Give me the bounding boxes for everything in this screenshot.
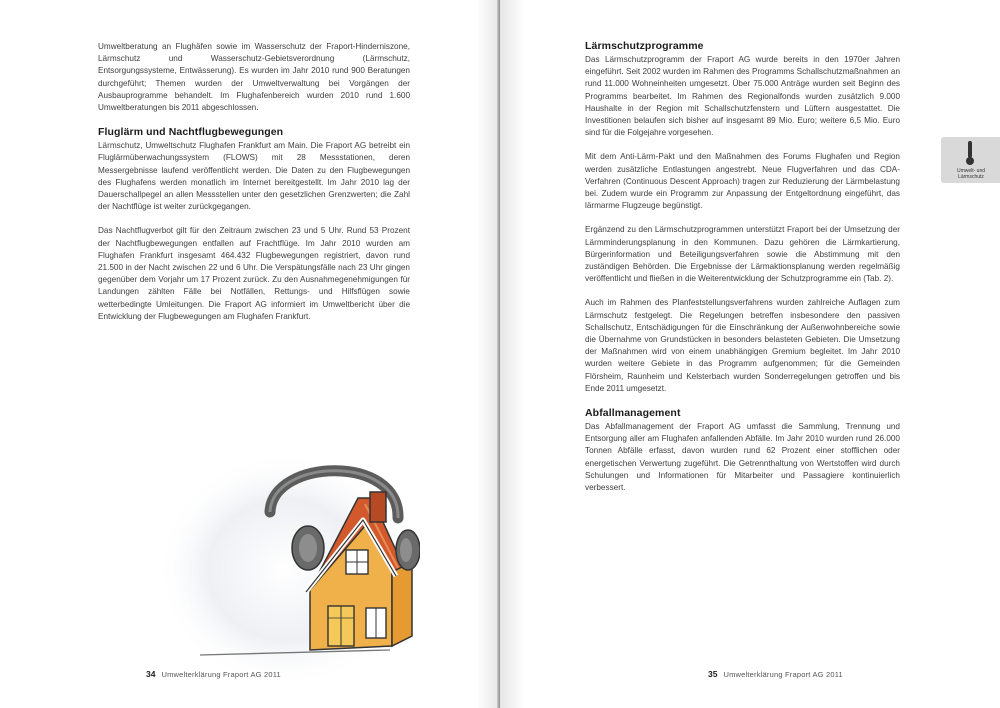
right-page-footer (708, 669, 843, 679)
laermschutz-paragraph-4: Auch im Rahmen des Planfeststellungsverfahrens wurden zahlreiche Auflagen zum Lärmschutz festgelegt. Die Regelungen betreffen insbesondere den passiven Schallschutz, Entschädigungen für die Einschränkung der Außenwohnbereiche sowie die Übernahme von Grundstücken in besonders belasteten Gebieten. Die Umsetzung der Maßnahmen wird von einem unabhängigen Gremium begleitet. Im Jahr 2010 wurden weitere Gebiete in das Programm aufgenommen; für die Gemeinden Flörsheim, Raunheim und Kelsterbach wurden Sonderregelungen getroffen und bis Ende 2011 umgesetzt. (585, 298, 900, 393)
house-with-headphones-icon (160, 440, 420, 690)
left-footer-title: Umwelterklärung Fraport AG 2011 (161, 669, 281, 679)
laermschutz-paragraph-2: Mit dem Anti-Lärm-Pakt und den Maßnahmen des Forums Flughafen und Region werden zusätzliche Entlastungen angestrebt. Neue Flugverfahren und das CDA-Verfahren (Continuous Descent Approach) tragen zur Reduzierung der Lärmbelastung bei. Zudem wurde ein Programm zur Anpassung der Entgeltordnung eingeführt, das lärmarme Flugzeuge begünstigt. (585, 152, 900, 211)
right-page (500, 0, 1000, 708)
thermometer-icon (964, 140, 976, 166)
laermschutz-paragraph-1: Das Lärmschutzprogramm der Fraport AG wurde bereits in den 1970er Jahren eingeführt. Seit 2002 wurden im Rahmen des Programms Schallschutzmaßnahmen an rund 11.000 Wohneinheiten umgesetzt. Über 75.000 Anträge wurden seit Beginn des Programms bearbeitet. Im Rahmen des Regionalfonds wurden zusätzlich 9.000 Haushalte in der Region mit Schallschutzfenstern und Lüftern ausgestattet. Die Investitionen belaufen sich bisher auf insgesamt 89 Mio. Euro; weitere 6,5 Mio. Euro sind für die Folgejahre vorgesehen. (585, 55, 900, 138)
fluglaerm-paragraph-2: Das Nachtflugverbot gilt für den Zeitraum zwischen 23 und 5 Uhr. Rund 53 Prozent der Nachtflugbewegungen entfallen auf Frachtflüge. Im Jahr 2010 wurden am Flughafen Frankfurt insgesamt 464.432 Flugbewegungen registriert, davon rund 21.500 in der Nacht zwischen 22 und 6 Uhr. Die Verspätungsfälle nach 23 Uhr gingen gegenüber dem Vorjahr um 17 Prozent zurück. Zu den Ausnahmegenehmigungen für Landungen zählten Fälle bei Notfällen, Rettungs- und Hilfsflügen sowie wetterbedingte Umleitungen. Die Fraport AG informiert im Umweltbericht über die Entwicklung der Flugbewegungen am Flughafen Frankfurt. (98, 226, 410, 321)
fluglaerm-paragraph-1: Lärmschutz, Umweltschutz Flughafen Frankfurt am Main. Die Fraport AG betreibt ein Fluglärmüberwachungssystem (FLOWS) mit 28 Messstationen, deren Messergebnisse laufend veröffentlicht werden. Die Daten zu den Flugbewegungen des Flughafens werden monatlich im Internet bereitgestellt. Im Jahr 2010 lag der Dauerschallpegel an allen Messstellen unter den gesetzlichen Grenzwerten; die Zahl der Nachtflüge ist weiter zurückgegangen. (98, 141, 410, 212)
right-text-column (585, 40, 900, 506)
right-page-number: 35 (708, 669, 718, 679)
left-intro-paragraph: Umweltberatung an Flughäfen sowie im Wasserschutz der Fraport-Hinderniszone, Lärmschutz und Wasserschutz-Gebietsverordnung (Lärmschutz, Entsorgungssysteme, Entwässerung). Es wurden im Jahr 2010 rund 900 Beratungen durchgeführt; Themen wurden der Umweltverwaltung bei Vorgängen der Ausbauprogramme behandelt. Im Flughafenbereich wurden 2010 rund 1.600 Umweltberatungen bis 2011 abgeschlossen. (98, 42, 410, 113)
left-page-footer (146, 669, 281, 679)
left-page-number: 34 (146, 669, 156, 679)
section-heading-laermschutz: Lärmschutzprogramme (585, 40, 704, 52)
section-heading-fluglaerm: Fluglärm und Nachtflugbewegungen (98, 126, 284, 139)
right-footer-title: Umwelterklärung Fraport AG 2011 (723, 669, 843, 679)
gutter-shadow-right (500, 0, 524, 708)
side-tab-label: Umwelt- und Lärmschutz (956, 168, 986, 180)
abfall-paragraph-1: Das Abfallmanagement der Fraport AG umfasst die Sammlung, Trennung und Entsorgung aller am Flughafen anfallenden Abfälle. Im Jahr 2010 wurden rund 26.000 Tonnen Abfälle erfasst, davon wurden rund 62 Prozent einer stofflichen oder energetischen Verwertung zugeführt. Die Getrennthaltung von Wertstoffen wird durch Schulungen und Informationen für Mitarbeiter und Passagiere kontinuierlich verbessert. (585, 422, 900, 493)
chapter-side-tab[interactable] (941, 137, 1000, 183)
left-text-column (98, 41, 410, 335)
laermschutz-paragraph-3: Ergänzend zu den Lärmschutzprogrammen unterstützt Fraport bei der Umsetzung der Lärmminderungsplanung in den Kommunen. Dazu gehören die Lärmkartierung, Bürgerinformation und Beteiligungsverfahren sowie die Abstimmung mit den zuständigen Behörden. Die Ergebnisse der Lärmaktionsplanung werden regelmäßig veröffentlicht und fließen in die Weiterentwicklung der Schutzprogramme ein (Tab. 2). (585, 225, 900, 284)
section-heading-abfall: Abfallmanagement (585, 407, 681, 420)
